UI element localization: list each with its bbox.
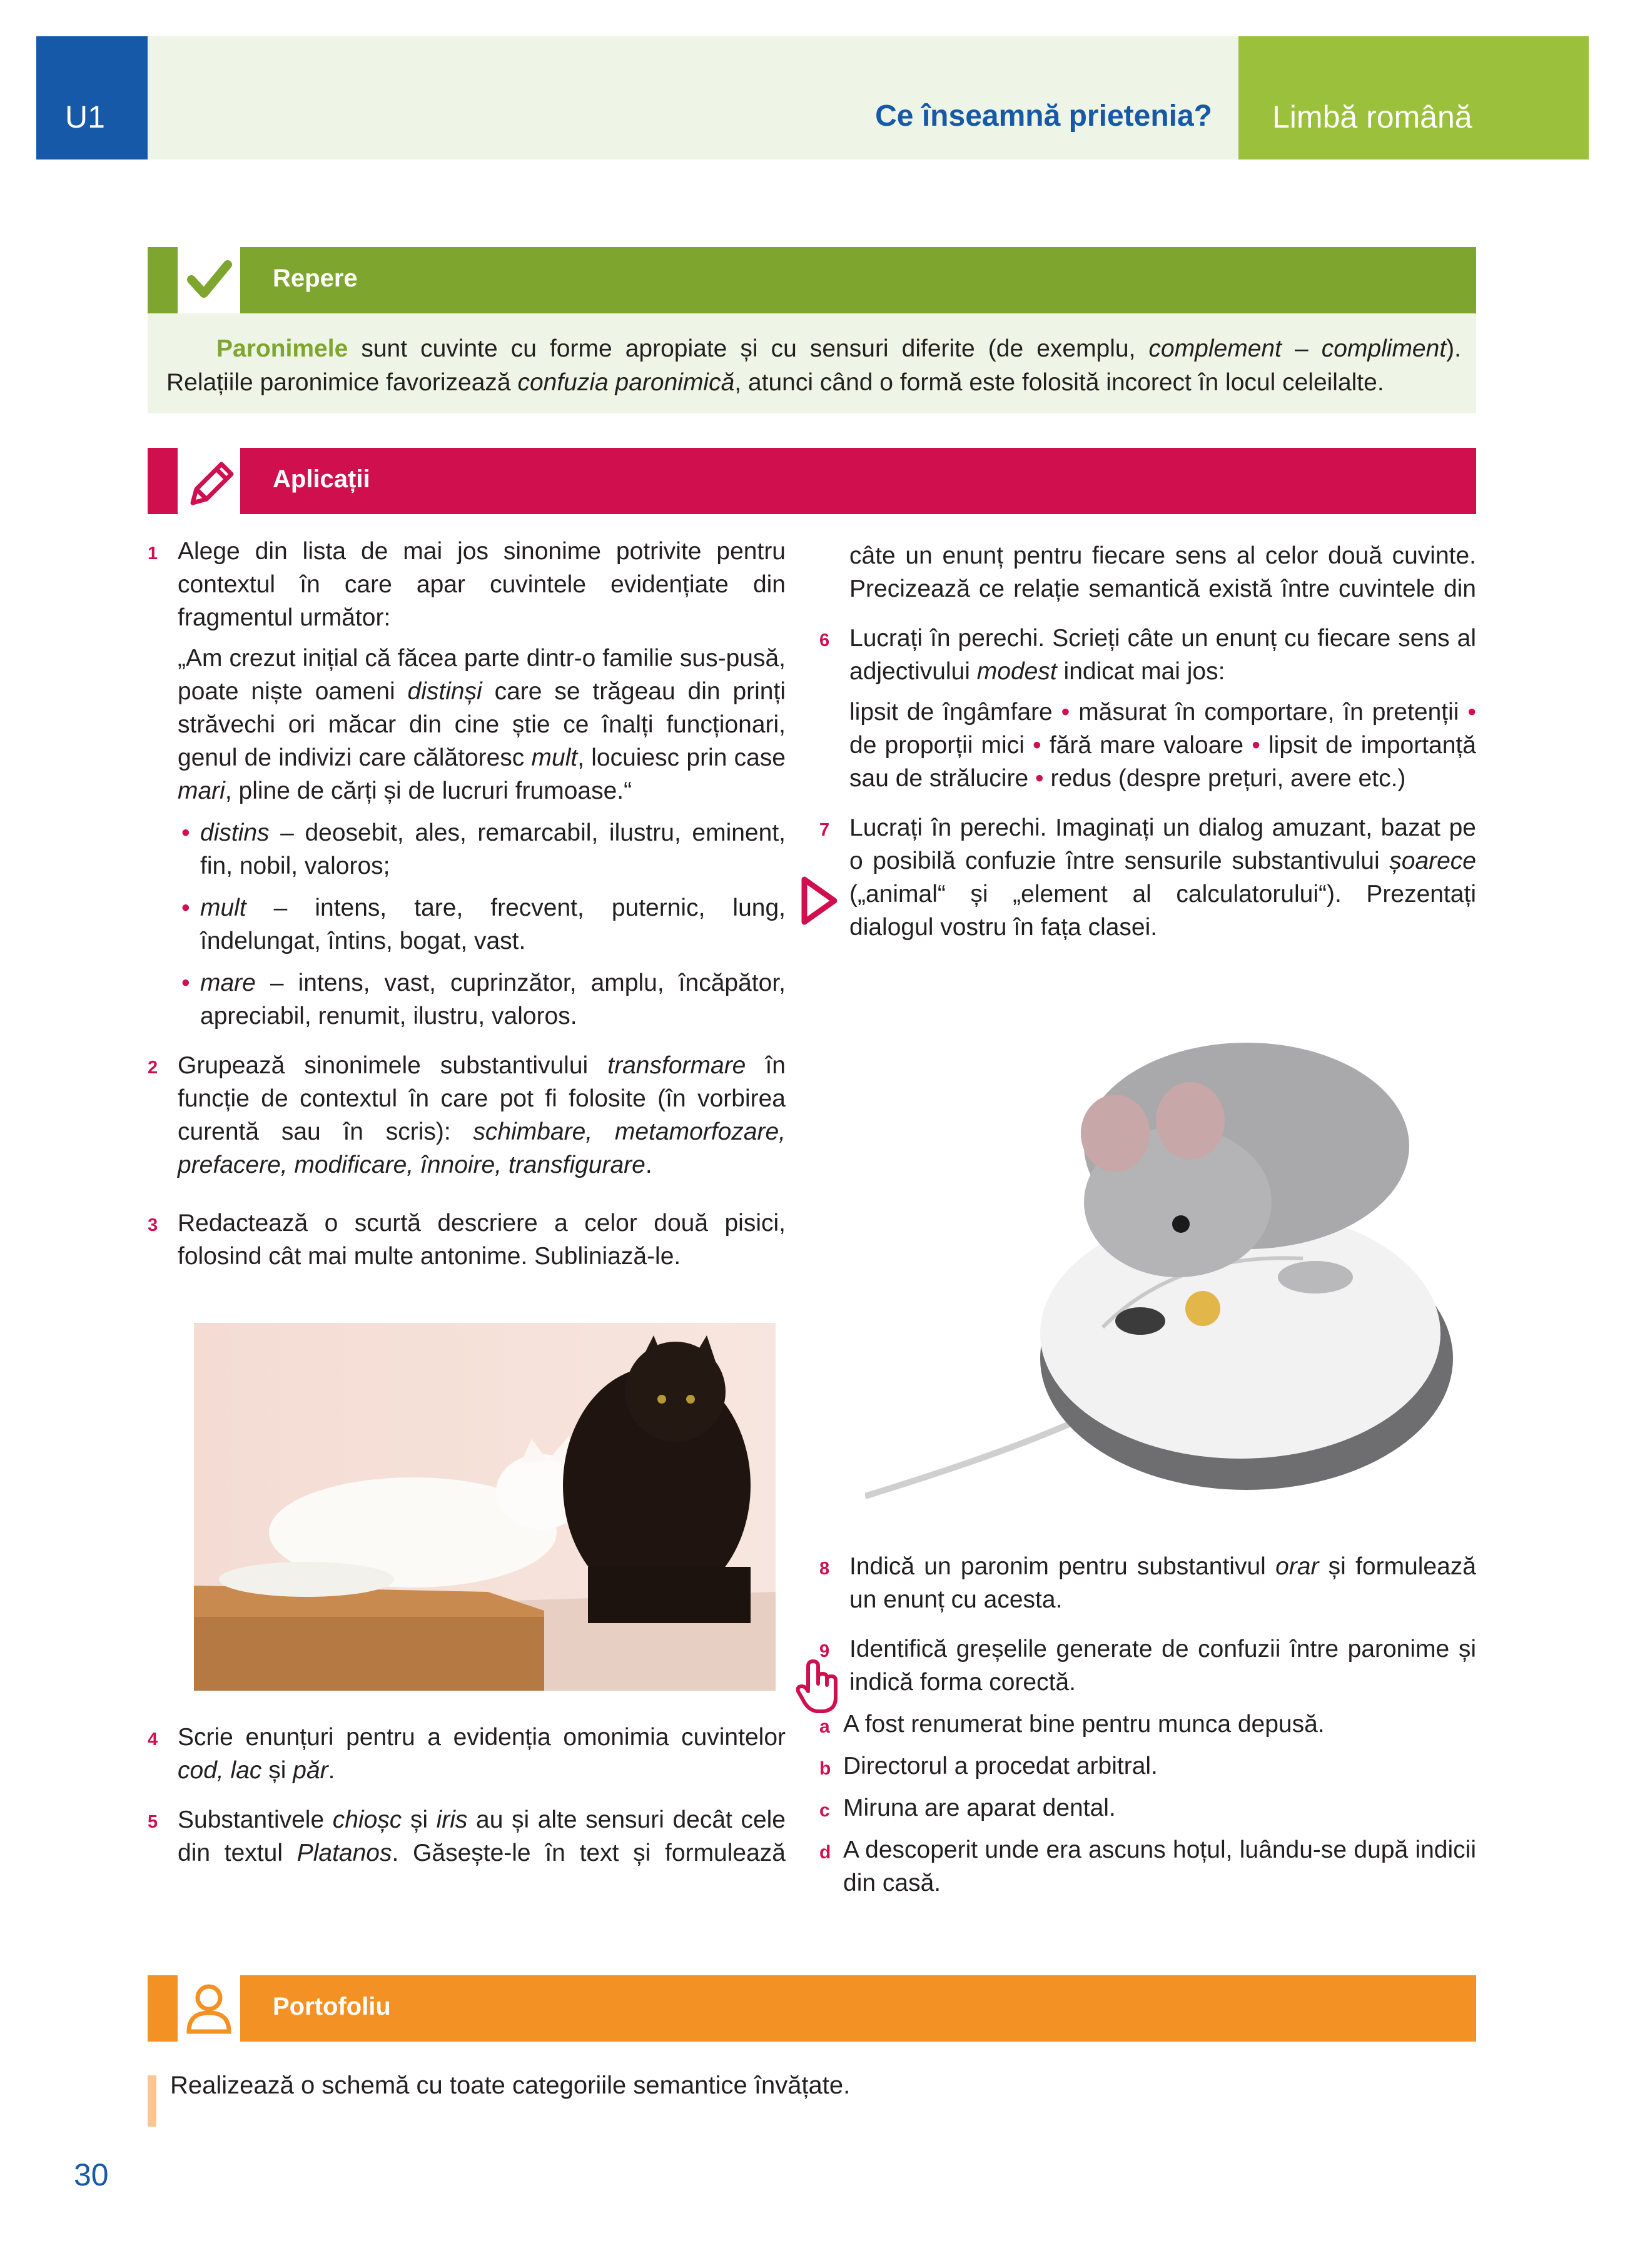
person-icon xyxy=(178,1975,240,2042)
portofoliu-task: Realizează o schemă cu toate categoriile semantice învățate. xyxy=(170,2072,851,2099)
repere-text-2: ). Relațiile paronimice favorizează xyxy=(166,335,1461,396)
exercise-term: cod, lac xyxy=(178,1757,262,1784)
sense: măsurat în comportare, în pretenții xyxy=(1078,699,1459,726)
subject-label: Limbă română xyxy=(1272,99,1472,134)
exercise-term: Platanos xyxy=(296,1840,392,1866)
term-paronime: Paronimele xyxy=(216,335,348,362)
exercise-number: 8 xyxy=(819,1559,830,1579)
repere-definition xyxy=(166,332,1461,400)
exercise-text: și xyxy=(261,1757,293,1784)
repere-text-3: , atunci când o formă este folosită incorect în locul celeilalte. xyxy=(734,369,1384,396)
portofoliu-heading: Portofoliu xyxy=(273,1993,391,2020)
exercise-5-tail xyxy=(819,539,1476,605)
exercise-1 xyxy=(148,535,786,1033)
right-column-content xyxy=(819,539,1476,960)
sub-text: Directorul a procedat arbitral. xyxy=(843,1753,1158,1779)
synonym-headword: distins xyxy=(200,819,270,846)
exercise-text: și xyxy=(402,1806,437,1833)
sentence-c xyxy=(819,1791,1476,1825)
exercise-1-quote xyxy=(178,642,786,807)
chapter-title: Ce înseamnă prietenia? xyxy=(875,99,1212,133)
exercise-term: păr xyxy=(293,1757,328,1784)
repere-heading: Repere xyxy=(273,265,358,292)
exercise-term: transformare xyxy=(607,1052,746,1079)
exercise-4 xyxy=(148,1721,786,1787)
exercise-text: . xyxy=(328,1757,335,1784)
sense-list: lipsit de îngâmfare • măsurat în comportare, în pretenții • de proporții mici • fără mare valoare • lipsit de importanță sau de strălucire • redus (despre prețuri, avere etc.) xyxy=(849,699,1477,792)
exercise-term: iris xyxy=(436,1806,468,1833)
portofoliu-heading-bar xyxy=(148,1975,1476,2042)
synonym-headword: mare xyxy=(200,969,256,996)
sub-letter: a xyxy=(819,1716,830,1737)
quote-part: , pline de cărți și de lucruri frumoase.“ xyxy=(225,777,632,804)
sub-text: A descoperit unde era ascuns hoțul, luându-se după indicii din casă. xyxy=(843,1836,1476,1896)
exercise-term: modest xyxy=(976,658,1057,685)
exercise-5-tail-wrap xyxy=(849,539,1476,605)
quote-highlight-mult: mult xyxy=(531,744,578,771)
sub-text: A fost renumerat bine pentru munca depusă. xyxy=(843,1711,1325,1738)
exercise-8 xyxy=(819,1550,1476,1616)
exercise-5 xyxy=(849,539,1476,605)
pencil-icon xyxy=(178,448,240,514)
synonym-headword: mult xyxy=(200,894,246,921)
mouse-on-computer-mouse-photo xyxy=(865,1008,1476,1516)
aplicatii-heading: Aplicații xyxy=(273,465,370,493)
synonym-values: – intens, vast, cuprinzător, amplu, încăpător, apreciabil, renumit, ilustru, valoros. xyxy=(200,969,786,1030)
quote-highlight-mari: mari xyxy=(178,777,225,804)
quote-part: „Am crezut inițial că făcea parte dintr-o familie sus-pusă, poate niște oameni xyxy=(178,645,786,705)
exercise-7 xyxy=(819,811,1476,944)
exercise-text: Scrie enunțuri pentru a evidenția omonimia cuvintelor xyxy=(178,1724,786,1751)
exercise-5 xyxy=(148,1803,786,1870)
exercise-number: 3 xyxy=(148,1215,158,1235)
exercise-term: schimbare, metamorfozare, prefacere, modificare, înnoire, transfigurare xyxy=(178,1118,786,1178)
right-column-lower xyxy=(819,1550,1476,1916)
exercise-number: 9 xyxy=(819,1641,830,1661)
sentence-a xyxy=(819,1708,1476,1741)
aplicatii-heading-bar xyxy=(148,448,1476,514)
sub-letter: b xyxy=(819,1758,831,1779)
hand-pointer-icon xyxy=(794,1659,844,1715)
exercise-text: și formulează un enunț cu acesta. xyxy=(849,1553,1477,1613)
play-icon xyxy=(799,874,839,927)
exercise-text: au și alte sensuri decât cele din textul xyxy=(178,1806,786,1866)
exercise-3 xyxy=(148,1207,786,1273)
exercise-text: Redactează o scurtă descriere a celor două pisici, folosind cât mai multe antonime. Subliniază-le. xyxy=(178,1210,786,1270)
repere-dash: – xyxy=(1281,335,1322,362)
exercise-text: câte un enunț pentru fiecare sens al celor două cuvinte. Precizează ce relație semantică există între cuvintele din xyxy=(849,542,1476,602)
exercise-number: 6 xyxy=(819,630,830,651)
unit-badge xyxy=(36,36,148,159)
repere-text-1: sunt cuvinte cu forme apropiate și cu sensuri diferite (de exemplu, xyxy=(348,335,1149,362)
synonym-values: – deosebit, ales, remarcabil, ilustru, eminent, fin, nobil, valoros; xyxy=(200,819,786,879)
exercise-term: chioșc xyxy=(332,1806,402,1833)
sense: redus (despre prețuri, avere etc.) xyxy=(1050,765,1406,792)
quote-part: , locuiesc prin case xyxy=(577,744,786,771)
exercise-text: Lucrați în perechi. Scrieți câte un enunț cu fiecare sens al adjectivului xyxy=(849,625,1476,685)
example-compliment: compliment xyxy=(1321,335,1447,362)
exercise-term: orar xyxy=(1275,1553,1319,1580)
cats-photo xyxy=(194,1323,776,1691)
unit-label: U1 xyxy=(65,99,105,134)
exercise-text: Lucrați în perechi. Imaginați un dialog amuzant, bazat pe o posibilă confuzie între sensurile substantivului xyxy=(849,814,1476,874)
exercise-number: 5 xyxy=(148,1812,158,1832)
exercise-6 xyxy=(819,622,1476,795)
exercise-2 xyxy=(148,1049,786,1182)
exercise-text: Substantivele xyxy=(178,1806,333,1833)
synonym-values: – intens, tare, frecvent, puternic, lung, îndelungat, întins, bogat, vast. xyxy=(200,894,786,954)
exercise-number: 7 xyxy=(819,820,830,840)
repere-box xyxy=(148,313,1476,413)
sentence-b xyxy=(819,1749,1476,1783)
sub-text: Miruna are aparat dental. xyxy=(843,1795,1116,1821)
exercise-9 xyxy=(819,1633,1476,1900)
subject-badge xyxy=(1238,36,1589,159)
repere-heading-bar xyxy=(148,247,1476,313)
header-band xyxy=(148,36,1238,159)
exercise-text: indicat mai jos: xyxy=(1056,658,1225,685)
sense: de proporții mici xyxy=(849,732,1025,759)
exercise-text: („animal“ și „element al calculatorului“). Prezentați dialogul vostru în fața clasei. xyxy=(849,881,1476,941)
portofoliu-marker xyxy=(148,2075,156,2127)
sense: fără mare valoare xyxy=(1049,732,1244,759)
synonym-list-item xyxy=(178,891,786,958)
exercise-text: Identifică greșelile generate de confuzii între paronime și indică forma corectă. xyxy=(849,1636,1476,1696)
sub-letter: d xyxy=(819,1842,831,1863)
sense: lipsit de îngâmfare xyxy=(849,699,1053,726)
exercise-text: . Găsește-le în text și formulează xyxy=(392,1840,786,1866)
sentence-d xyxy=(819,1833,1476,1900)
exercise-text: Indică un paronim pentru substantivul xyxy=(849,1553,1276,1580)
synonym-list-item xyxy=(178,816,786,883)
quote-part: care se trăgeau din prinți străvechi ori măcar din cine știe ce înalți funcționari, genul de indivizi care călătoresc xyxy=(178,678,786,771)
synonym-list-item xyxy=(178,966,786,1033)
exercise-text: . xyxy=(645,1152,652,1178)
exercise-text: Grupează sinonimele substantivului xyxy=(178,1052,608,1079)
exercise-number: 2 xyxy=(148,1058,158,1078)
sense: lipsit de importanță sau de strălucire xyxy=(849,732,1476,792)
term-confuzia: confuzia paronimică xyxy=(517,369,735,396)
exercise-1-prompt: Alege din lista de mai jos sinonime potrivite pentru contextul în care apar cuvintele evidențiate din fragmentul următor: xyxy=(178,538,786,631)
exercise-term: șoarece xyxy=(1389,848,1476,874)
page-number: 30 xyxy=(74,2157,109,2192)
exercise-number: 1 xyxy=(148,544,158,564)
exercise-number: 4 xyxy=(148,1729,158,1749)
checkmark-icon xyxy=(178,247,240,313)
exercise-text: în funcție de contextul în care pot fi folosite (în vorbirea curentă sau în scris): xyxy=(178,1052,786,1145)
example-complement: complement xyxy=(1148,335,1282,362)
sub-letter: c xyxy=(819,1800,830,1821)
quote-highlight-distinsi: distinși xyxy=(407,678,482,705)
